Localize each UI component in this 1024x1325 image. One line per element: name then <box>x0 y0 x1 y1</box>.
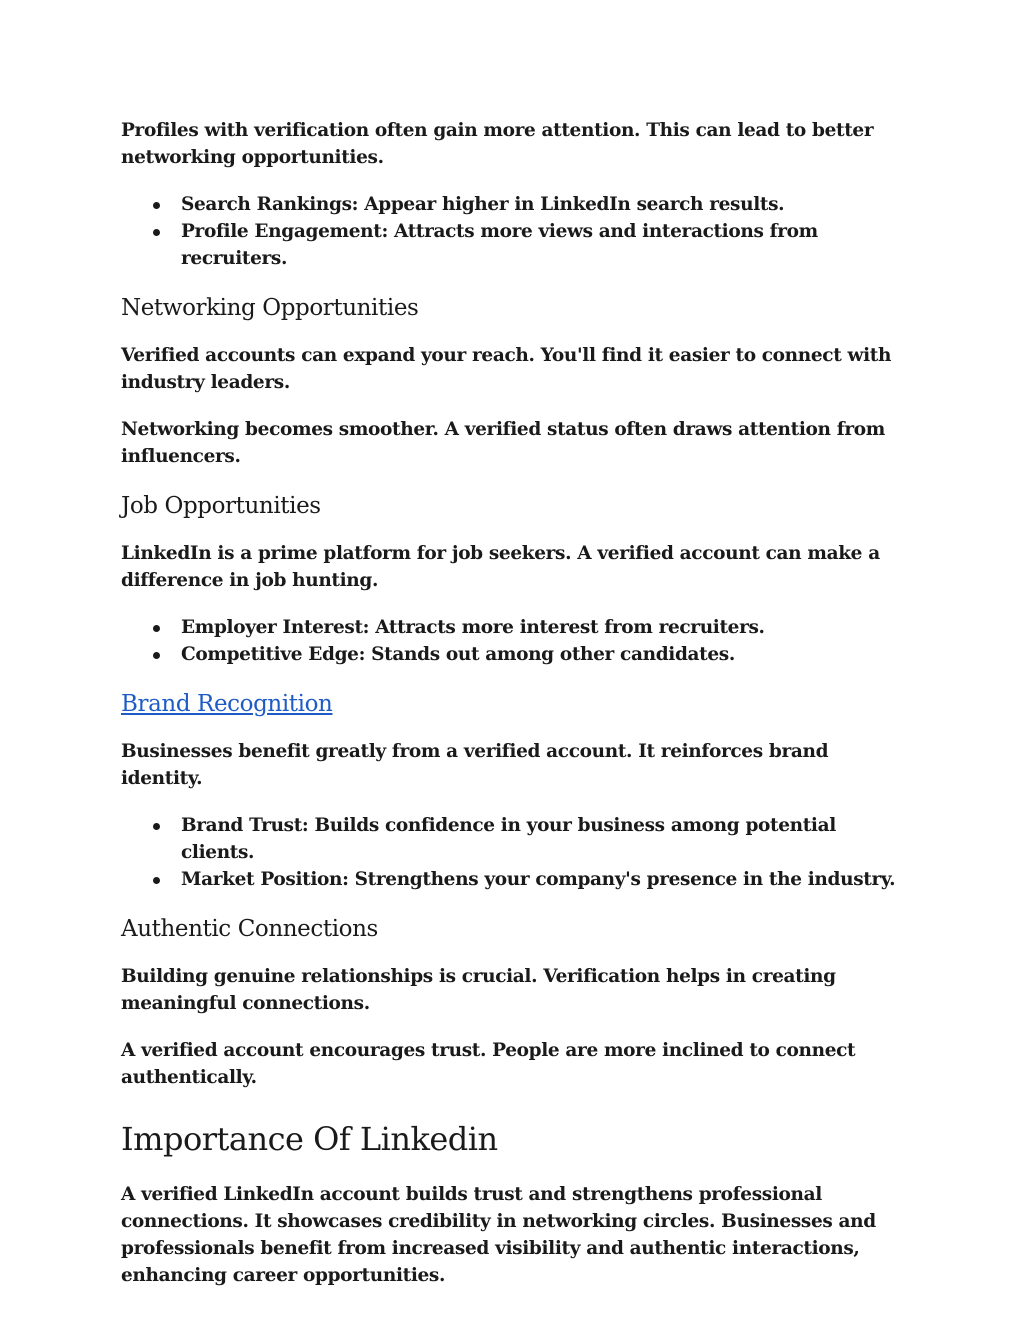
authentic-heading: Authentic Connections <box>121 916 378 942</box>
jobs-bullet-list <box>121 614 911 668</box>
importance-paragraph: A verified LinkedIn account builds trust and strengthens professional connections. It showcases credibility in networking circles. Businesses and professionals benefit from increased visibility and authentic interactions, enhancing career opportunities. <box>121 1184 876 1286</box>
list-item: Search Rankings: Appear higher in LinkedIn search results. <box>181 191 911 218</box>
brand-recognition-link[interactable]: Brand Recognition <box>121 691 333 717</box>
intro-paragraph: Profiles with verification often gain more attention. This can lead to better networking opportunities. <box>121 120 874 168</box>
list-item: Brand Trust: Builds confidence in your business among potential clients. <box>181 812 911 866</box>
brand-heading <box>121 688 911 720</box>
brand-bullet-list <box>121 812 911 893</box>
networking-paragraph-1: Verified accounts can expand your reach. You'll find it easier to connect with industry leaders. <box>121 345 892 393</box>
authentic-paragraph-1: Building genuine relationships is crucial. Verification helps in creating meaningful connections. <box>121 966 836 1014</box>
document-page <box>121 117 911 1289</box>
authentic-paragraph-2: A verified account encourages trust. People are more inclined to connect authentically. <box>121 1040 856 1088</box>
list-item: Market Position: Strengthens your company's presence in the industry. <box>181 866 911 893</box>
list-item: Employer Interest: Attracts more interest from recruiters. <box>181 614 911 641</box>
networking-paragraph-2: Networking becomes smoother. A verified status often draws attention from influencers. <box>121 419 885 467</box>
list-item: Competitive Edge: Stands out among other candidates. <box>181 641 911 668</box>
intro-bullet-list <box>121 191 911 272</box>
networking-heading: Networking Opportunities <box>121 295 419 321</box>
brand-paragraph: Businesses benefit greatly from a verified account. It reinforces brand identity. <box>121 741 829 789</box>
jobs-paragraph: LinkedIn is a prime platform for job seekers. A verified account can make a difference in job hunting. <box>121 543 880 591</box>
importance-heading: Importance Of Linkedin <box>121 1120 498 1158</box>
list-item: Profile Engagement: Attracts more views and interactions from recruiters. <box>181 218 911 272</box>
jobs-heading: Job Opportunities <box>121 493 321 519</box>
